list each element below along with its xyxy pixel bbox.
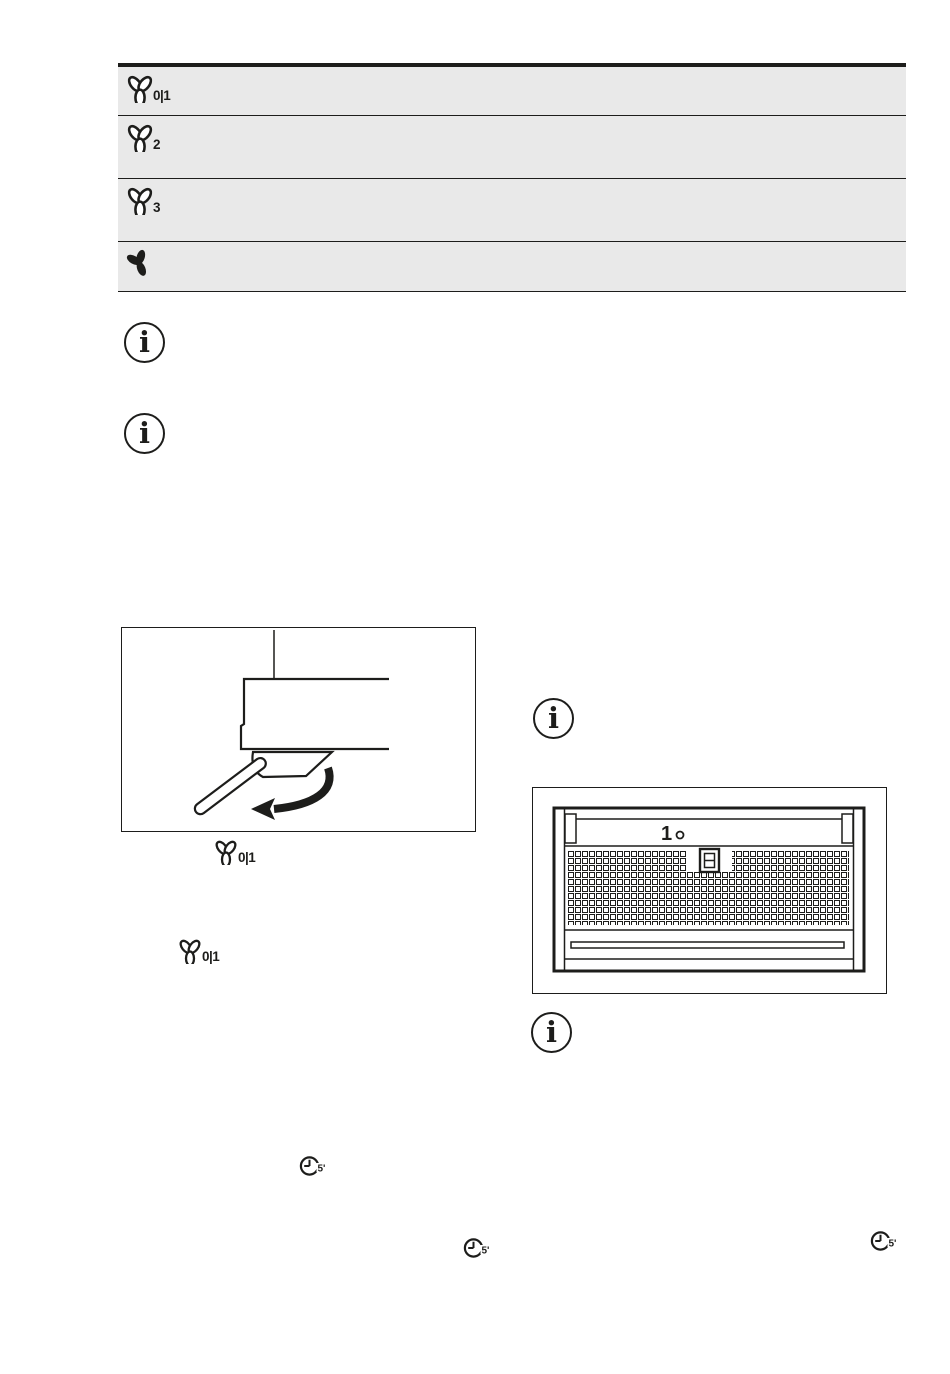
fan-icon [212, 839, 240, 865]
info-icon: i [533, 698, 574, 739]
timer-label: 5' [888, 1238, 897, 1250]
info-icon: i [124, 413, 165, 454]
fan-speed-label: 3 [153, 199, 161, 215]
info-icon: i [531, 1012, 572, 1053]
timer-5min-icon [299, 1155, 331, 1177]
inline-fan-off-on-icon [176, 938, 219, 964]
fan-icon [176, 938, 204, 964]
timer-label: 5' [481, 1245, 490, 1257]
info-icon: i [124, 322, 165, 363]
timer-label: 5' [317, 1163, 326, 1175]
table-row [118, 116, 906, 179]
fan-speed-label: 0|1 [238, 849, 256, 865]
fan-speed-label: 0|1 [202, 948, 220, 964]
timer-5min-icon [463, 1237, 495, 1259]
fan-icon [125, 74, 155, 103]
fan-icon [125, 123, 155, 152]
table-row [118, 242, 906, 291]
fan-speed-label: 0|1 [153, 87, 171, 103]
fan-speed-intensive-icon [125, 249, 151, 276]
fan-speed-2-icon [125, 123, 160, 152]
table-row [118, 179, 906, 242]
figure-grease-filter [532, 787, 887, 994]
fan-icon [125, 249, 153, 276]
fan-speed-3-icon [125, 186, 160, 215]
table-row [118, 67, 906, 116]
grease-filter-drawing [533, 788, 885, 992]
panel-open-drawing [122, 628, 474, 830]
fan-speed-label: 2 [153, 136, 161, 152]
fan-speed-off-on-icon [125, 74, 170, 103]
fan-speed-table [118, 63, 906, 292]
figure-panel-open [121, 627, 476, 832]
caption-fan-off-on-icon [212, 839, 255, 865]
fan-icon [125, 186, 155, 215]
timer-5min-icon [870, 1230, 902, 1252]
part-label: 1 [661, 823, 673, 845]
